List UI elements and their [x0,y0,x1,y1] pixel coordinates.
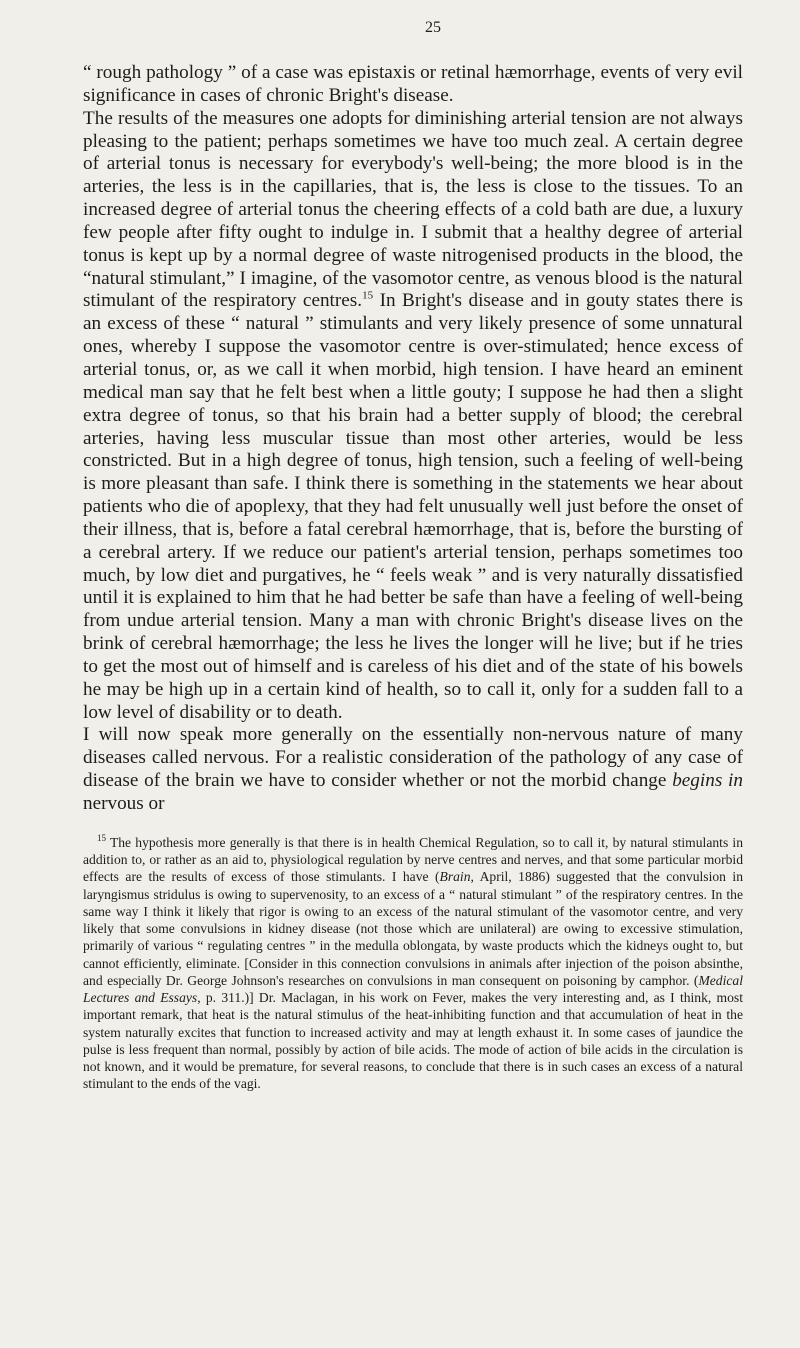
footnote-reference[interactable]: 15 [362,290,374,303]
paragraph-text: I will now speak more generally on the essentially non-nervous nature of many diseases called nervous. For a realistic consideration of the pathology of any case of disease of the brain we have to consider whether or not the morbid change [83,724,743,792]
footnote-citation-italic: Brain [439,869,471,885]
paragraph [83,62,743,108]
emphasis-text: begins in [672,770,743,792]
footnote [83,834,743,1093]
footnote-separator [83,816,743,834]
body-text [83,62,743,816]
footnote-text: The hypothesis more generally is that there is in health Chemical Regulation, so to call it, by natural stimulants in addition to, or rather as an aid to, physiological regulation by nerve centres and nerves, and that some particular morbid effects are the results of excess of those stimulants. I have ( [83,834,743,885]
paragraph [83,108,743,725]
book-page [83,18,743,1093]
footnote-marker: 15 [97,833,106,844]
footnote-text: , April, 1886) suggested that the convulsion in laryngismus stridulus is owing to supervenosity, to an excess of a “ natural stimulant ” of the respiratory centres. In the same way I think it likely that rigor is owing to an excess of the natural stimulant of the vasomotor centre, and very likely that some convulsions in kidney disease (not those which are unilateral) are owing to excessive stimulation, primarily of various “ regulating centres ” in the medulla oblongata, by waste products which the kidneys ought to, but cannot efficiently, eliminate. [Consider in this connection convulsions in animals after injection of the poison absinthe, and especially Dr. George Johnson's researches on convulsions in man consequent on poisoning by camphor. ( [83,869,743,988]
paragraph-text: In Bright's disease and in gouty states there is an excess of these “ natural ” stimulants and very likely presence of some unnatural ones, whereby I suppose the vasomotor centre is over-stimulated; hence excess of arterial tonus, or, as we call it when morbid, high tension. I have heard an eminent medical man say that he felt best when a little gouty; I suppose he had then a slight extra degree of tonus, so that his brain had a better supply of blood; the cerebral arteries, having less muscular tissue than most other arteries, would be less constricted. But in a high degree of tonus, high tension, such a feeling of well-being is more pleasant than safe. I think there is something in the statements we hear about patients who die of apoplexy, that they had felt unusually well just before the onset of their illness, that is, before a fatal cerebral hæmorrhage, that is, before the bursting of a cerebral artery. If we reduce our patient's arterial tension, perhaps sometimes too much, by low diet and purgatives, he “ feels weak ” and is very naturally dissatisfied until it is explained to him that he had better be safe than have a feeling of well-being from undue arterial tension. Many a man with chronic Bright's disease lives on the brink of cerebral hæmorrhage; the less he lives the longer will he live; but if he tries to get the most out of himself and is careless of his diet and of the state of his bowels he may be high up in a certain kind of health, so to call it, only for a sudden fall to a low level of disability or to death. [83,290,743,723]
paragraph [83,724,743,815]
page-number: 25 [425,19,441,36]
paragraph-text: “ rough pathology ” of a case was epistaxis or retinal hæmorrhage, events of very evil significance in cases of chronic Bright's disease. [83,62,743,106]
paragraph-text: The results of the measures one adopts for diminishing arterial tension are not always pleasing to the patient; perhaps sometimes we have too much zeal. A certain degree of arterial tonus is necessary for everybody's well-being; the more blood is in the arteries, the less is in the capillaries, that is, the less is close to the tissues. To an increased degree of arterial tonus the cheering effects of a cold bath are due, a luxury few people after fifty ought to indulge in. I submit that a healthy degree of arterial tonus is kept up by a normal degree of waste nitrogenised products in the blood, the “natural stimulant,” I imagine, of the vasomotor centre, as venous blood is the natural stimulant of the respiratory centres. [83,107,743,312]
footnote-citation-italic: Medical Lectures and Essays [83,972,743,1006]
footnote-text: , p. 311.)] Dr. Maclagan, in his work on Fever, makes the very interesting and, as I think, most important remark, that heat is the natural stimulus of the heat-inhibiting function and that accumulation of heat in the system naturally excites that function to increased activity and may at length exhaust it. In some cases of jaundice the pulse is less frequent than normal, possibly by action of bile acids. The mode of action of bile acids in the circulation is not known, and it would be premature, for several reasons, to conclude that there is in such cases an excess of a natural stimulant to the ends of the vagi. [83,990,743,1092]
paragraph-text: nervous or [83,793,165,814]
